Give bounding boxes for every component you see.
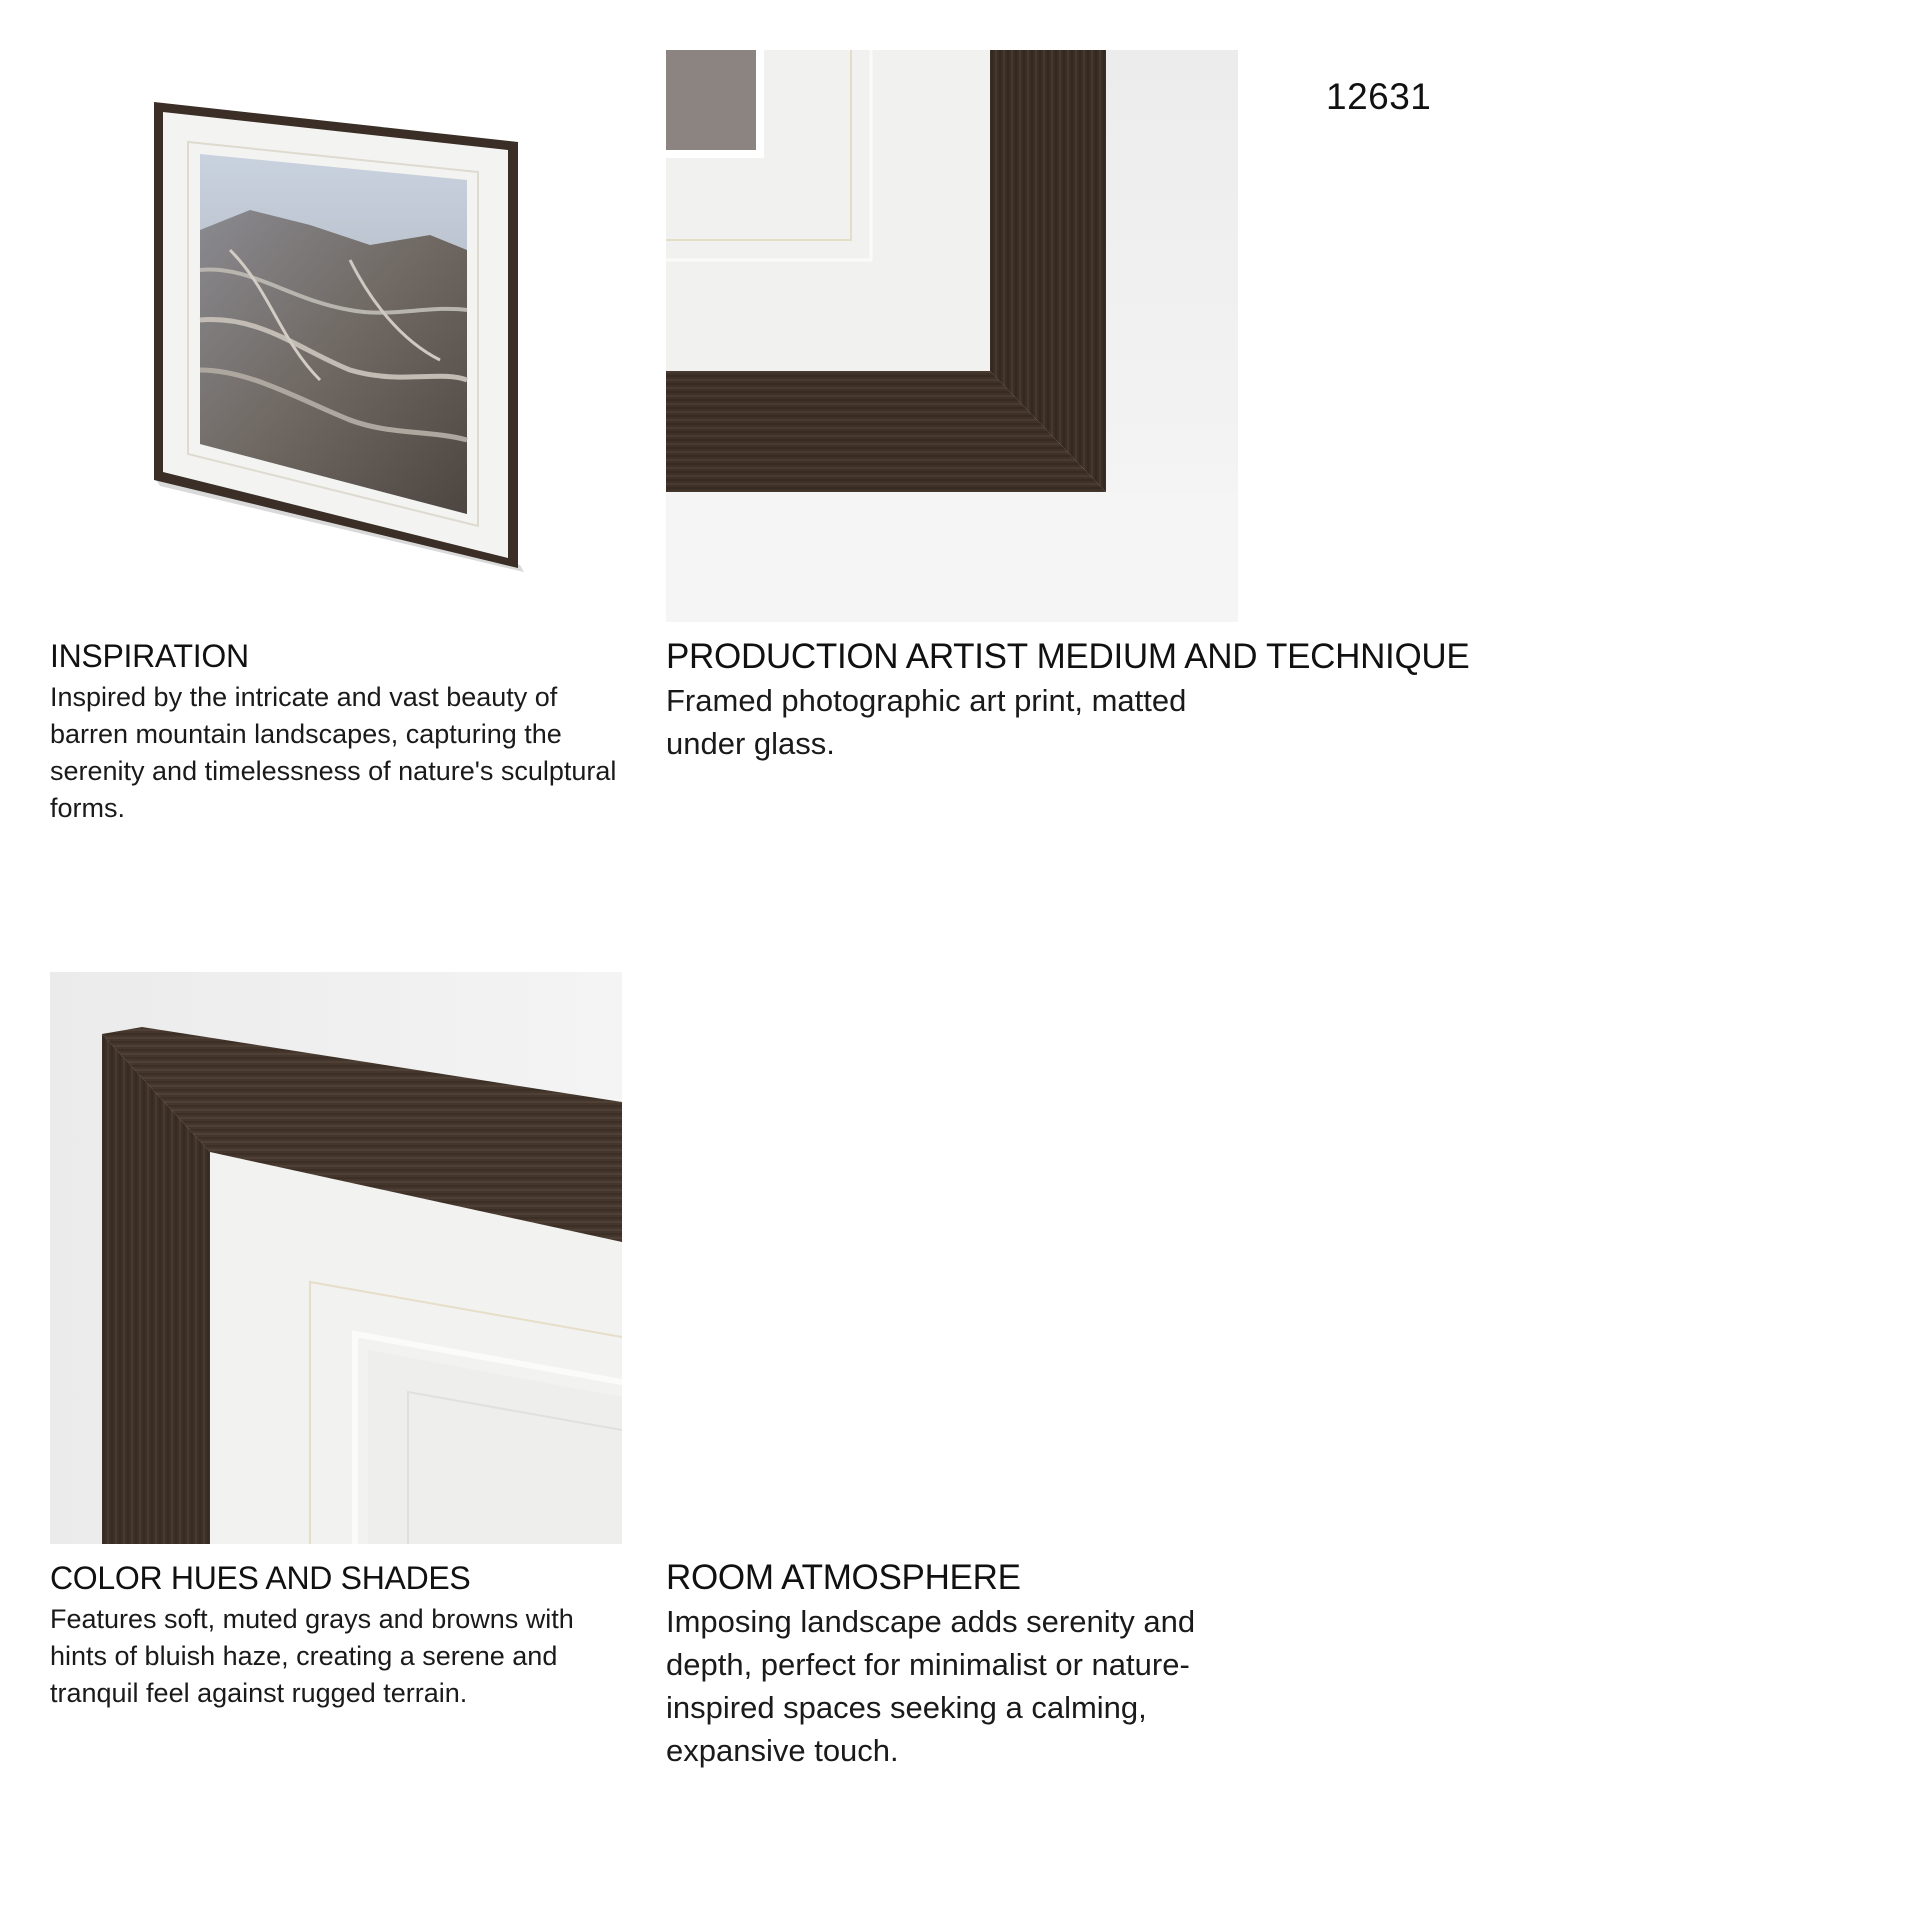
room-body: Imposing landscape adds serenity and depth, perfect for minimalist or nature-inspired spaces seeking a calming, expansive touch.: [666, 1604, 1196, 1768]
product-sku: 12631: [1326, 76, 1432, 117]
inspiration-heading: INSPIRATION: [50, 638, 249, 674]
room-heading: ROOM ATMOSPHERE: [666, 1558, 1021, 1597]
production-heading: PRODUCTION ARTIST MEDIUM AND TECHNIQUE: [666, 637, 1470, 676]
color-section: [50, 1560, 630, 1712]
framed-print-photo: [50, 50, 622, 622]
frame-corner-topleft-photo: [50, 972, 622, 1544]
inspiration-body: Inspired by the intricate and vast beauty of barren mountain landscapes, capturing the serenity and timelessness of nature's sculptural forms.: [50, 682, 617, 823]
room-section: [666, 1558, 1236, 1772]
color-heading: COLOR HUES AND SHADES: [50, 1560, 471, 1596]
production-section: [666, 637, 1470, 765]
frame-corner-closeup-photo: [666, 50, 1238, 622]
inspiration-section: [50, 638, 620, 827]
production-body: Framed photographic art print, matted under glass.: [666, 683, 1187, 761]
color-body: Features soft, muted grays and browns with hints of bluish haze, creating a serene and tranquil feel against rugged terrain.: [50, 1604, 574, 1708]
